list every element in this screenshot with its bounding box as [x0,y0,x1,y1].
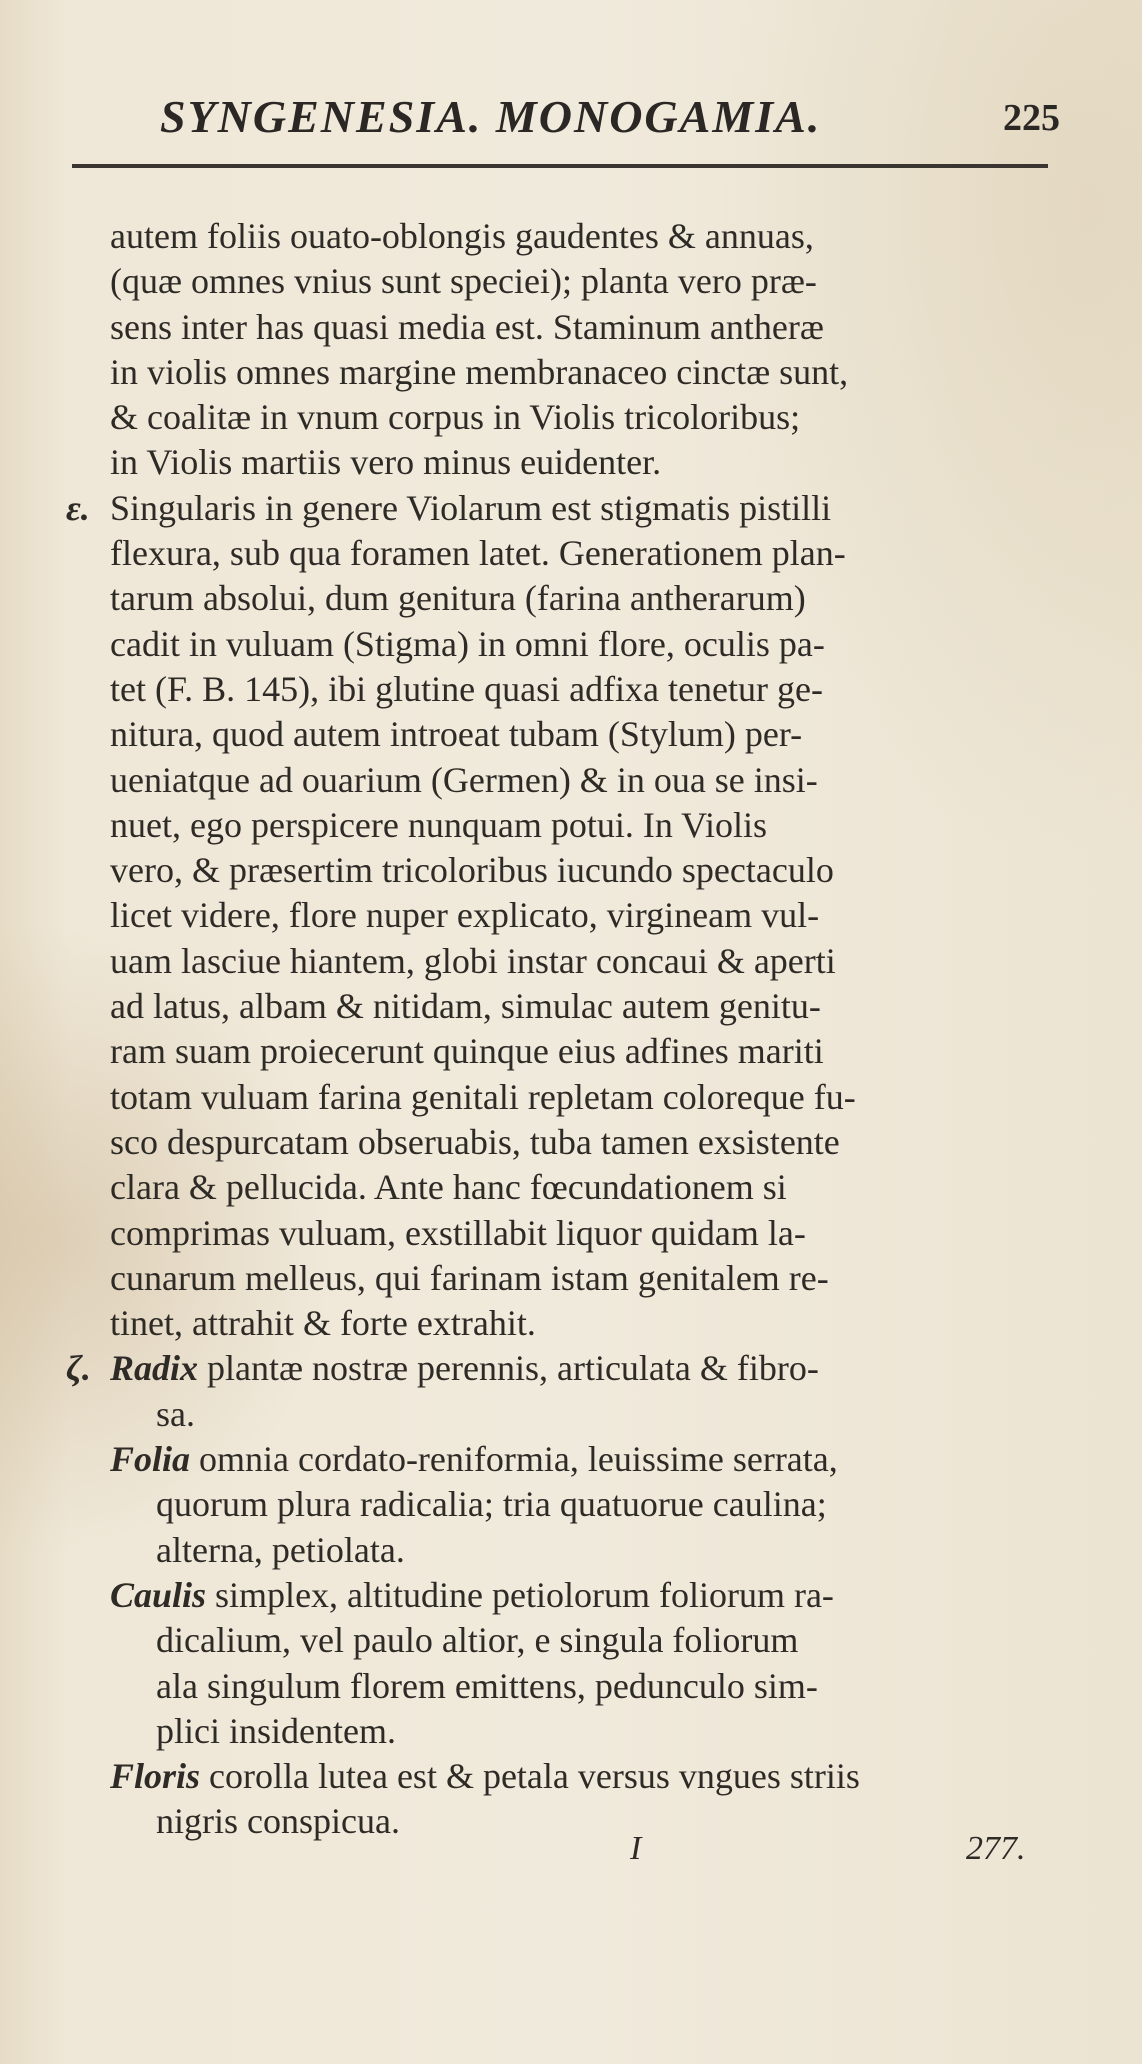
text-line-content: simplex, altitudine petiolorum foliorum ra- [215,1574,834,1615]
signature-mark: I [630,1830,642,1867]
text-line: ala singulum florem emittens, pedunculo sim- [156,1665,818,1706]
term-caulis: Caulis [110,1574,207,1615]
text-line [66,1346,1050,1391]
text-line: flexura, sub qua foramen latet. Generationem plan- [110,533,846,574]
text-line: ueniatque ad ouarium (Germen) & in oua se insi- [110,759,818,800]
text-line: autem foliis ouato-oblongis gaudentes & annuas, [110,216,814,256]
text-line: vero, & præsertim tricoloribus iucundo spectaculo [110,850,834,891]
text-line: totam vuluam farina genitali repletam coloreque fu- [110,1076,856,1117]
text-line: tinet, attrahit & forte extrahit. [110,1303,536,1344]
text-line: tarum absolui, dum genitura (farina antherarum) [110,578,806,619]
text-line [66,486,1050,531]
text-line: tet (F. B. 145), ibi glutine quasi adfixa tenetur ge- [110,668,823,709]
text-line: plici insidentem. [156,1710,396,1751]
text-line: sa. [156,1393,195,1434]
text-line: clara & pellucida. Ante hanc fœcundationem si [110,1167,787,1208]
folio-number: 277. [966,1830,1026,1867]
text-line: in violis omnes margine membranaceo cinctæ sunt, [110,351,849,392]
text-line: ram suam proiecerunt quinque eius adfines mariti [110,1031,824,1072]
running-head [160,90,1060,150]
text-line: sens inter has quasi media est. Staminum antheræ [110,306,824,347]
text-line: nitura, quod autem introeat tubam (Stylum) per- [110,714,803,755]
text-line: & coalitæ in vnum corpus in Violis tricoloribus; [110,397,801,438]
text-line-content: omnia cordato-reniformia, leuissime serrata, [199,1439,838,1480]
term-floris: Floris [110,1756,201,1797]
text-line-content: Singularis in genere Violarum est stigmatis pistilli [110,487,832,528]
text-line: (quæ omnes vnius sunt speciei); planta vero præ- [110,261,817,302]
header-rule [72,164,1048,168]
text-line: comprimas vuluam, exstillabit liquor quidam la- [110,1212,806,1253]
text-line: uam lasciue hiantem, globi instar concaui & aperti [110,940,836,981]
text-line: ad latus, albam & nitidam, simulac autem genitu- [110,986,821,1027]
term-folia: Folia [110,1439,191,1480]
paragraph-marker-epsilon: ε. [66,487,90,528]
text-line: sco despurcatam obseruabis, tuba tamen exsistente [110,1121,840,1162]
text-line-content: plantæ nostræ perennis, articulata & fibro- [207,1348,819,1389]
text-line-content: corolla lutea est & petala versus vngues striis [209,1756,860,1797]
running-title: SYNGENESIA. MONOGAMIA. [160,91,822,142]
text-line [110,1754,1050,1799]
text-line [110,1437,1050,1482]
text-line: in Violis martiis vero minus euidenter. [110,442,662,483]
page-number: 225 [1003,97,1060,139]
text-line [110,1573,1050,1618]
text-line: cunarum melleus, qui farinam istam genitalem re- [110,1257,829,1298]
body-text [66,214,1050,1845]
page-footer [0,1830,1142,1880]
term-radix: Radix [110,1348,199,1389]
paragraph-marker-zeta: ζ. [66,1348,91,1389]
text-line: alterna, petiolata. [156,1529,405,1570]
text-line: cadit in vuluam (Stigma) in omni flore, oculis pa- [110,623,825,664]
text-line: licet videre, flore nuper explicato, virgineam vul- [110,895,820,936]
text-line: nuet, ego perspicere nunquam potui. In Violis [110,804,768,845]
text-line: nigris conspicua. [156,1801,400,1842]
text-line: quorum plura radicalia; tria quatuorue caulina; [156,1484,827,1525]
text-line: dicalium, vel paulo altior, e singula foliorum [156,1620,799,1661]
